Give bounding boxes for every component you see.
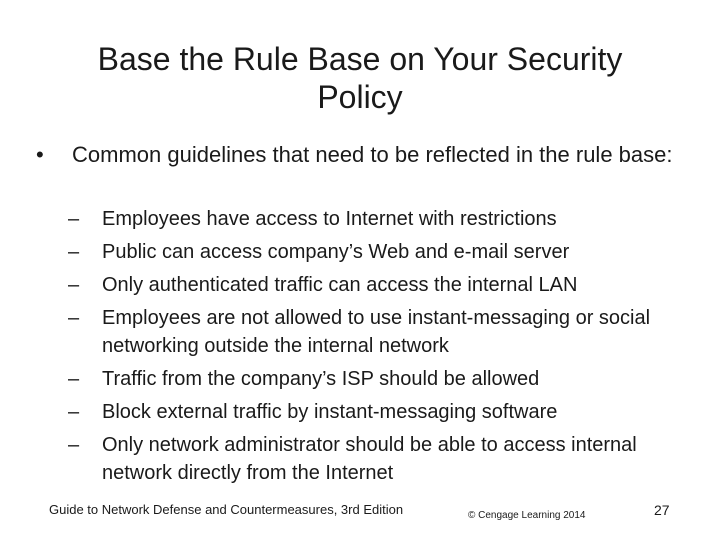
sub-bullet-text: Traffic from the company’s ISP should be allowed (102, 368, 540, 390)
slide-title (40, 40, 680, 116)
page-number: 27 (654, 502, 670, 518)
footer-copyright: © Cengage Learning 2014 (468, 510, 586, 521)
sub-bullet-item (68, 304, 688, 360)
slide-title-line-2: Policy (317, 79, 403, 115)
dash-icon: – (68, 368, 80, 390)
footer-book-title: Guide to Network Defense and Countermeasures, 3rd Edition (49, 502, 404, 517)
sub-bullet-item (68, 398, 688, 426)
dash-icon: – (68, 307, 80, 329)
slide-title-line-1: Base the Rule Base on Your Security (97, 41, 623, 77)
sub-bullet-item (68, 271, 688, 299)
main-bullet (36, 140, 696, 169)
sub-bullet-item (68, 205, 688, 233)
sub-bullet-item (68, 365, 688, 393)
dash-icon: – (68, 208, 80, 230)
dash-icon: – (68, 434, 80, 456)
sub-bullet-list (68, 205, 688, 492)
sub-bullet-text: Only network administrator should be able to access internal network directly from the Internet (102, 434, 637, 484)
dash-icon: – (68, 401, 80, 423)
sub-bullet-text: Block external traffic by instant-messaging software (102, 401, 558, 423)
sub-bullet-text: Employees have access to Internet with restrictions (102, 208, 557, 230)
sub-bullet-text: Employees are not allowed to use instant-messaging or social networking outside the internal network (102, 307, 651, 357)
dash-icon: – (68, 274, 80, 296)
sub-bullet-item (68, 238, 688, 266)
sub-bullet-text: Public can access company’s Web and e-mail server (102, 241, 570, 263)
sub-bullet-text: Only authenticated traffic can access the internal LAN (102, 274, 578, 296)
sub-bullet-item (68, 431, 688, 487)
bullet-icon: • (36, 142, 44, 167)
main-bullet-text: Common guidelines that need to be reflected in the rule base: (72, 142, 673, 167)
dash-icon: – (68, 241, 80, 263)
